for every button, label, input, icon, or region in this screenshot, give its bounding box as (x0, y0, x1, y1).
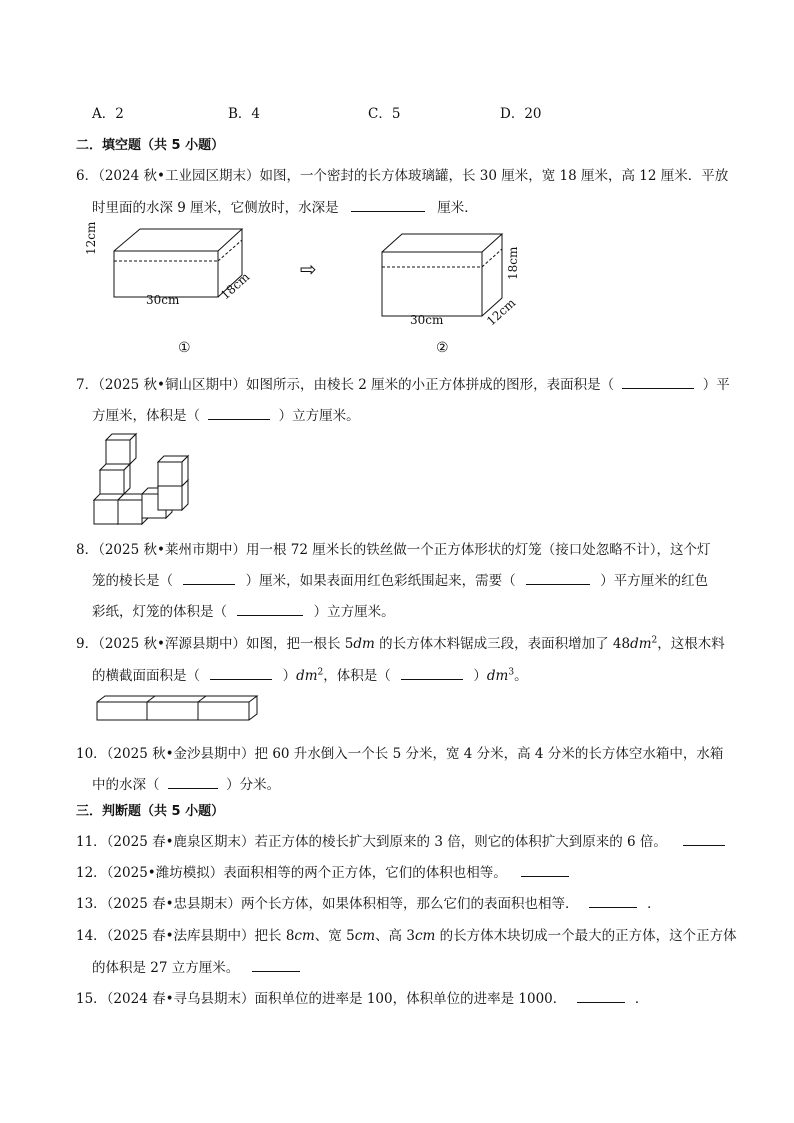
fig2-length-label: 30cm (410, 313, 444, 327)
q14-line1 (76, 924, 737, 944)
q9-unit-dm-3: dm (296, 668, 318, 684)
q13-text: 13．（2025 春•忠县期末）两个长方体，如果体积相等，那么它们的表面积也相等． (76, 896, 579, 912)
q9-text-d: 的横截面面积是（ (92, 668, 200, 684)
fig2-label: ② (436, 340, 449, 356)
section-fill-blank-title: 二．填空题（共 5 小题） (76, 138, 225, 153)
q14-unit-cm-3: cm (414, 928, 436, 944)
q10-text-b: ）分米。 (226, 777, 281, 793)
q15-answer-blank[interactable] (577, 990, 625, 1003)
q8-text-c: ）平方厘米的红色 (600, 573, 709, 589)
q6-answer-blank[interactable] (351, 199, 425, 212)
q9-unit-dm-2: dm (630, 636, 652, 652)
q8-text-b: ）厘米，如果表面用红色彩纸围起来，需要（ (245, 573, 516, 589)
q11-answer-blank[interactable] (683, 833, 725, 846)
q15-text: 15．（2024 春•寻乌县期末）面积单位的进率是 100，体积单位的进率是 1000． (76, 991, 567, 1007)
q7-surface-blank[interactable] (622, 376, 694, 389)
q7-cube-stack-figure (92, 432, 202, 527)
q9-text-b: 的长方体木料锯成三段，表面积增加了 48 (374, 636, 631, 652)
q6-text-a: 时里面的水深 9 厘米，它侧放时，水深是 (92, 200, 339, 216)
q9-cube-exp: 3 (508, 667, 515, 678)
q11-text: 11．（2025 春•鹿泉区期末）若正方体的棱长扩大到原来的 3 倍，则它的体积扩大到原来的 6 倍。 (76, 834, 667, 850)
q9-area-blank[interactable] (210, 667, 272, 680)
fig2-width-label: 12cm (484, 295, 519, 329)
q9-line2 (92, 664, 528, 684)
q8-paper-blank[interactable] (526, 572, 590, 585)
q9-text-e: ） (282, 668, 297, 684)
q9-unit-dm: dm (353, 636, 375, 652)
q9-sq-exp: 2 (651, 635, 658, 646)
q13-line (76, 892, 661, 912)
option-c: C．5 (368, 106, 401, 122)
q8-line2 (92, 569, 708, 589)
q9-text-a: 9．（2025 秋•浑源县期中）如图，把一根长 5 (76, 636, 354, 652)
q14-unit-cm-2: cm (354, 928, 376, 944)
q12-text: 12．（2025•潍坊模拟）表面积相等的两个正方体，它们的体积也相等。 (76, 865, 507, 881)
q8-text-e: ）立方厘米。 (313, 604, 395, 620)
q9-text-f: ，体积是（ (323, 668, 391, 684)
q9-sq-exp-2: 2 (317, 667, 324, 678)
q14-line2 (92, 956, 300, 976)
q8-volume-blank[interactable] (237, 603, 303, 616)
q14-text-c: 、高 3 (375, 928, 415, 944)
arrow-right-icon: ⇨ (300, 257, 317, 281)
q10-line1: 10．（2025 秋•金沙县期中）把 60 升水倒入一个长 5 分米，宽 4 分米，高 4 分米的长方体空水箱中，水箱 (76, 746, 724, 762)
q14-text-b: 、宽 5 (314, 928, 355, 944)
q11-line (76, 830, 725, 850)
q10-text-a: 中的水深（ (92, 777, 160, 793)
q15-end: ． (634, 991, 649, 1007)
q7-text-a: 7．（2025 秋•铜山区期中）如图所示，由棱长 2 厘米的小正方体拼成的图形，表面积是（ (76, 377, 615, 393)
q7-volume-blank[interactable] (208, 407, 270, 420)
q9-text-end: 。 (514, 668, 528, 684)
q14-unit-cm-1: cm (294, 928, 315, 944)
q14-text-a: 14．（2025 春•法库县期中）把长 8 (76, 928, 295, 944)
q10-line2 (92, 773, 280, 793)
q14-text-e: 的体积是 27 立方厘米。 (92, 960, 240, 976)
section-judgment-title: 三．判断题（共 5 小题） (76, 804, 225, 819)
q13-answer-blank[interactable] (589, 895, 637, 908)
q8-line3 (92, 600, 395, 620)
q9-line1 (76, 632, 725, 652)
q7-text-d: ）立方厘米。 (278, 408, 360, 424)
q9-wood-figure (95, 694, 265, 724)
fig2-height-label: 18cm (506, 246, 520, 280)
option-d: D．20 (500, 106, 542, 122)
q12-line (76, 861, 569, 881)
q8-text-d: 彩纸，灯笼的体积是（ (92, 604, 227, 620)
fig1-height-label: 12cm (84, 221, 98, 255)
q10-depth-blank[interactable] (168, 776, 218, 789)
q6-text-b: 厘米． (437, 200, 478, 216)
q14-answer-blank[interactable] (252, 959, 300, 972)
q9-text-c: ，这根木料 (657, 636, 725, 652)
option-a: A．2 (92, 106, 124, 122)
q7-line1 (76, 373, 730, 393)
q14-text-d: 的长方体木块切成一个最大的正方体，这个正方体 (435, 928, 737, 944)
q13-end: ． (647, 896, 661, 912)
q6-line1: 6．（2024 秋•工业园区期末）如图，一个密封的长方体玻璃罐，长 30 厘米，宽 18 厘米，高 12 厘米．平放 (76, 168, 729, 184)
q8-edge-blank[interactable] (183, 572, 235, 585)
q9-text-g: ） (473, 668, 487, 684)
q7-line2 (92, 404, 360, 424)
q9-volume-blank[interactable] (401, 667, 463, 680)
q7-text-c: 方厘米，体积是（ (92, 408, 200, 424)
q9-unit-dm-4: dm (486, 668, 509, 684)
q6-line2 (92, 196, 478, 216)
fig1-length-label: 30cm (146, 293, 180, 307)
fig1-width-label: 18cm (218, 269, 253, 303)
q7-text-b: ）平 (702, 377, 730, 393)
q15-line (76, 987, 648, 1007)
q8-line1: 8．（2025 秋•莱州市期中）用一根 72 厘米长的铁丝做一个正方体形状的灯笼（接口处忽略不计），这个灯 (76, 542, 711, 558)
q12-answer-blank[interactable] (521, 864, 569, 877)
option-b: B．4 (228, 106, 261, 122)
q8-text-a: 笼的棱长是（ (92, 573, 173, 589)
fig1-label: ① (178, 340, 191, 356)
